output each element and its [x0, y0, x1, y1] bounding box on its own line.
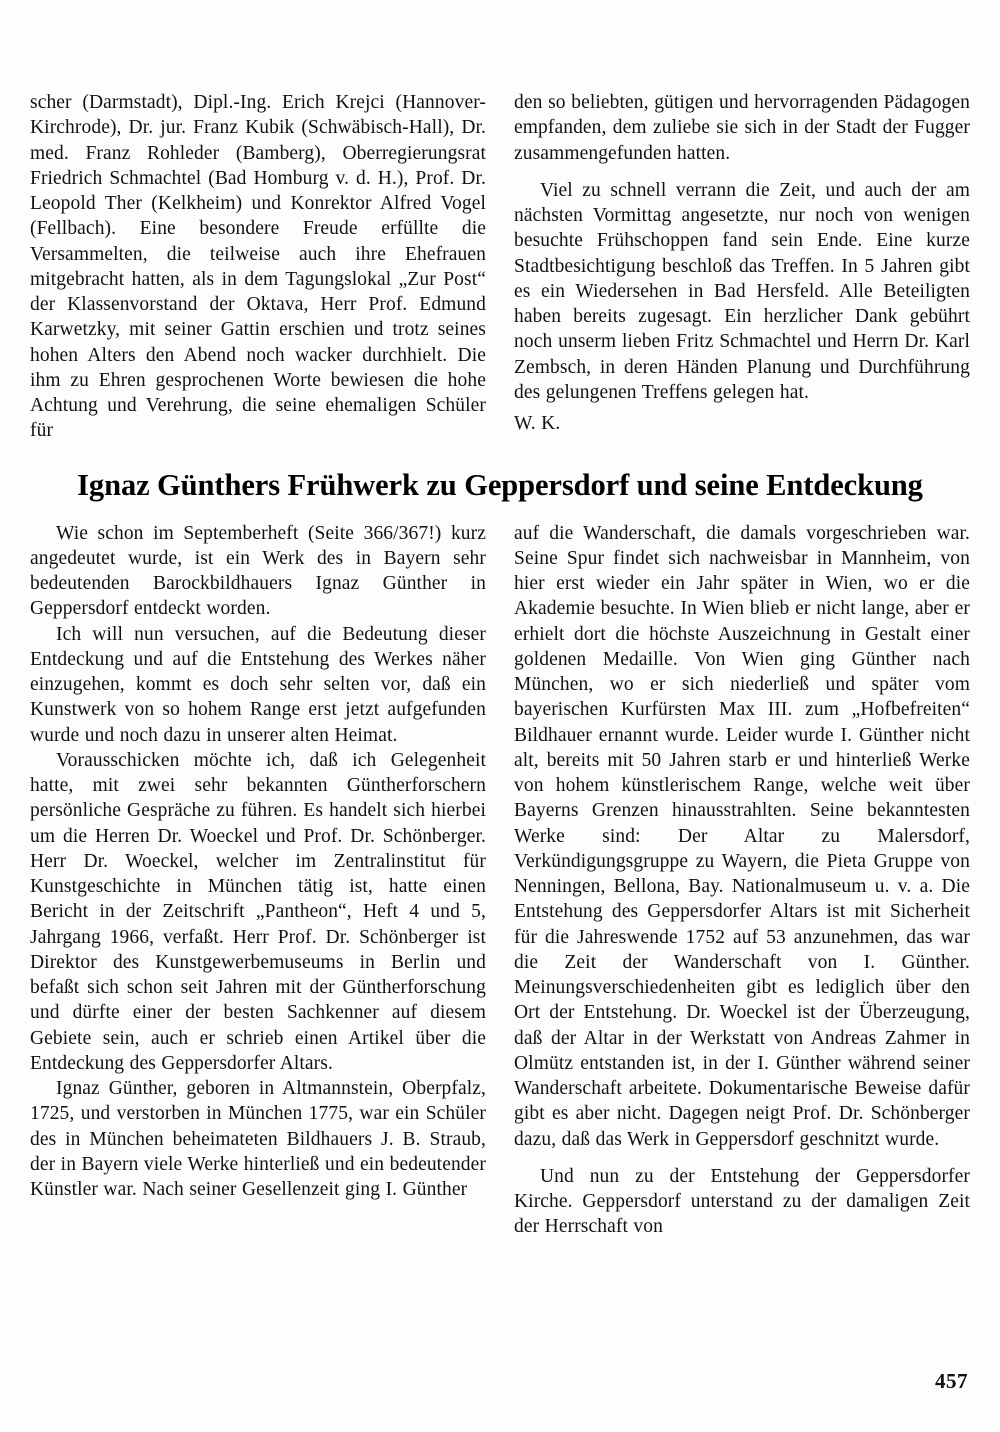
page-number: 457: [935, 1369, 968, 1393]
paragraph: scher (Darmstadt), Dipl.-Ing. Erich Krejci (Hannover-Kirchrode), Dr. jur. Franz Kubik (Schwäbisch-Hall), Dr. med. Franz Rohleder (Bamberg), Oberregierungsrat Friedrich Schmachtel (Bad Homburg v. d. H.), Prof. Dr. Leopold Ther (Kelkheim) und Konrektor Alfred Vogel (Fellbach). Eine besondere Freude erfüllte die Versammelten, die teilweise auch ihre Ehefrauen mitgebracht hatten, als in dem Tagungslokal „Zur Post“ der Klassenvorstand der Oktava, Herr Prof. Edmund Karwetzky, mit seiner Gattin erschien und trotz seines hohen Alters den Abend noch wacker durchhielt. Die ihm zu Ehren gesprochenen Worte bewiesen die hohe Achtung und Verehrung, die seine ehemaligen Schüler für: [30, 92, 486, 442]
paragraph: den so beliebten, gütigen und hervorragenden Pädagogen empfanden, dem zuliebe sie sich in der Stadt der Fugger zusammengefunden hatten.: [514, 92, 970, 164]
top-article: [30, 90, 970, 444]
article-signature: W. K.: [514, 413, 561, 434]
paragraph: auf die Wanderschaft, die damals vorgeschrieben war. Seine Spur findet sich nachweisbar in Mannheim, von hier erst wieder ein Jahr später in Wien, wo er die Akademie besuchte. In Wien blieb er nicht lange, aber er erhielt dort die höchste Auszeichnung in Gestalt einer goldenen Medaille. Von Wien ging Günther nach München, wo er sich niederließ und später vom bayerischen Kurfürsten Max III. zum „Hofbefreiten“ Bildhauer ernannt wurde. Leider wurde I. Günther nicht alt, bereits mit 50 Jahren starb er und hinterließ Werke von hohem künstlerischem Range, welche weit über Bayerns Grenzen hinausstrahlten. Seine bekanntesten Werke sind: Der Altar zu Malersdorf, Verkündigungsgruppe zu Wayern, die Pieta Gruppe von Nenningen, Bellona, Bay. Nationalmuseum u. v. a. Die Entstehung des Geppersdorfer Altars ist mit Sicherheit für die Jahreswende 1752 auf 53 anzunehmen, das war die Zeit der Wanderschaft von I. Günther. Meinungsverschiedenheiten gibt es lediglich über den Ort der Entstehung. Dr. Woeckel ist der Überzeugung, daß der Altar in der Werkstatt von Andreas Zahmer in Olmütz entstanden ist, in der I. Günther während seiner Wanderschaft arbeitete. Dokumentarische Beweise dafür gibt es aber nicht. Dagegen neigt Prof. Dr. Schönberger dazu, daß das Werk in Geppersdorf geschnitzt wurde.: [514, 522, 970, 1150]
main-article: [30, 521, 970, 1240]
paragraph: Und nun zu der Entstehung der Geppersdorfer Kirche. Geppersdorf unterstand zu der damaligen Zeit der Herrschaft von: [514, 1165, 970, 1238]
paragraph: Wie schon im Septemberheft (Seite 366/367!) kurz angedeutet wurde, ist ein Werk des in Bayern sehr bedeutenden Barockbildhauers Ignaz Günther in Geppersdorf entdeckt worden.: [30, 522, 486, 620]
paragraph: Ich will nun versuchen, auf die Bedeutung dieser Entdeckung und auf die Entstehung des Werkes näher einzugehen, kommt es doch sehr selten vor, daß ein Kunstwerk von so hohem Range erst jetzt aufgefunden wurde und noch dazu in unserer alten Heimat.: [30, 623, 486, 746]
paragraph: Vorausschicken möchte ich, daß ich Gelegenheit hatte, mit zwei sehr bekannten Güntherforschern persönliche Gespräche zu führen. Es handelt sich hierbei um die Herren Dr. Woeckel und Prof. Dr. Schönberger. Herr Dr. Woeckel, welcher im Zentralinstitut für Kunstgeschichte in München tätig ist, hatte einen Bericht in der Zeitschrift „Pantheon“, Heft 4 und 5, Jahrgang 1966, verfaßt. Herr Prof. Dr. Schönberger ist Direktor des Kunstgewerbemuseums in Berlin und befaßt sich schon seit Jahren mit der Güntherforschung und dürfte einer der besten Sachkenner auf diesem Gebiete sein, auch er schrieb einen Artikel über die Entdeckung des Geppersdorfer Altars.: [30, 749, 486, 1074]
paragraph: Viel zu schnell verrann die Zeit, und auch der am nächsten Vormittag angesetzte, nur noch von wenigen besuchte Frühschoppen fand sein Ende. Eine kurze Stadtbesichtigung beschloß das Treffen. In 5 Jahren gibt es ein Wiedersehen in Bad Hersfeld. Alle Beteiligten haben bereits zugesagt. Ein herzlicher Dank gebührt noch unserm lieben Fritz Schmachtel und Herrn Dr. Karl Zembsch, in deren Händen Planung und Durchführung des gelungenen Treffens gelegen hat.: [514, 179, 970, 403]
main-article-right-column: [514, 521, 970, 1240]
article-headline: Ignaz Günthers Frühwerk zu Geppersdorf und seine Entdeckung: [77, 467, 923, 502]
top-article-right-column: [514, 90, 970, 444]
top-article-left-column: [30, 90, 486, 444]
main-article-left-column: [30, 521, 486, 1240]
paragraph: Ignaz Günther, geboren in Altmannstein, Oberpfalz, 1725, und verstorben in München 1775, war ein Schüler des in München beheimateten Bildhauers J. B. Straub, der in Bayern viele Werke hinterließ und ein bedeutender Künstler war. Nach seiner Gesellenzeit ging I. Günther: [30, 1078, 486, 1201]
page-content: [30, 90, 970, 1240]
